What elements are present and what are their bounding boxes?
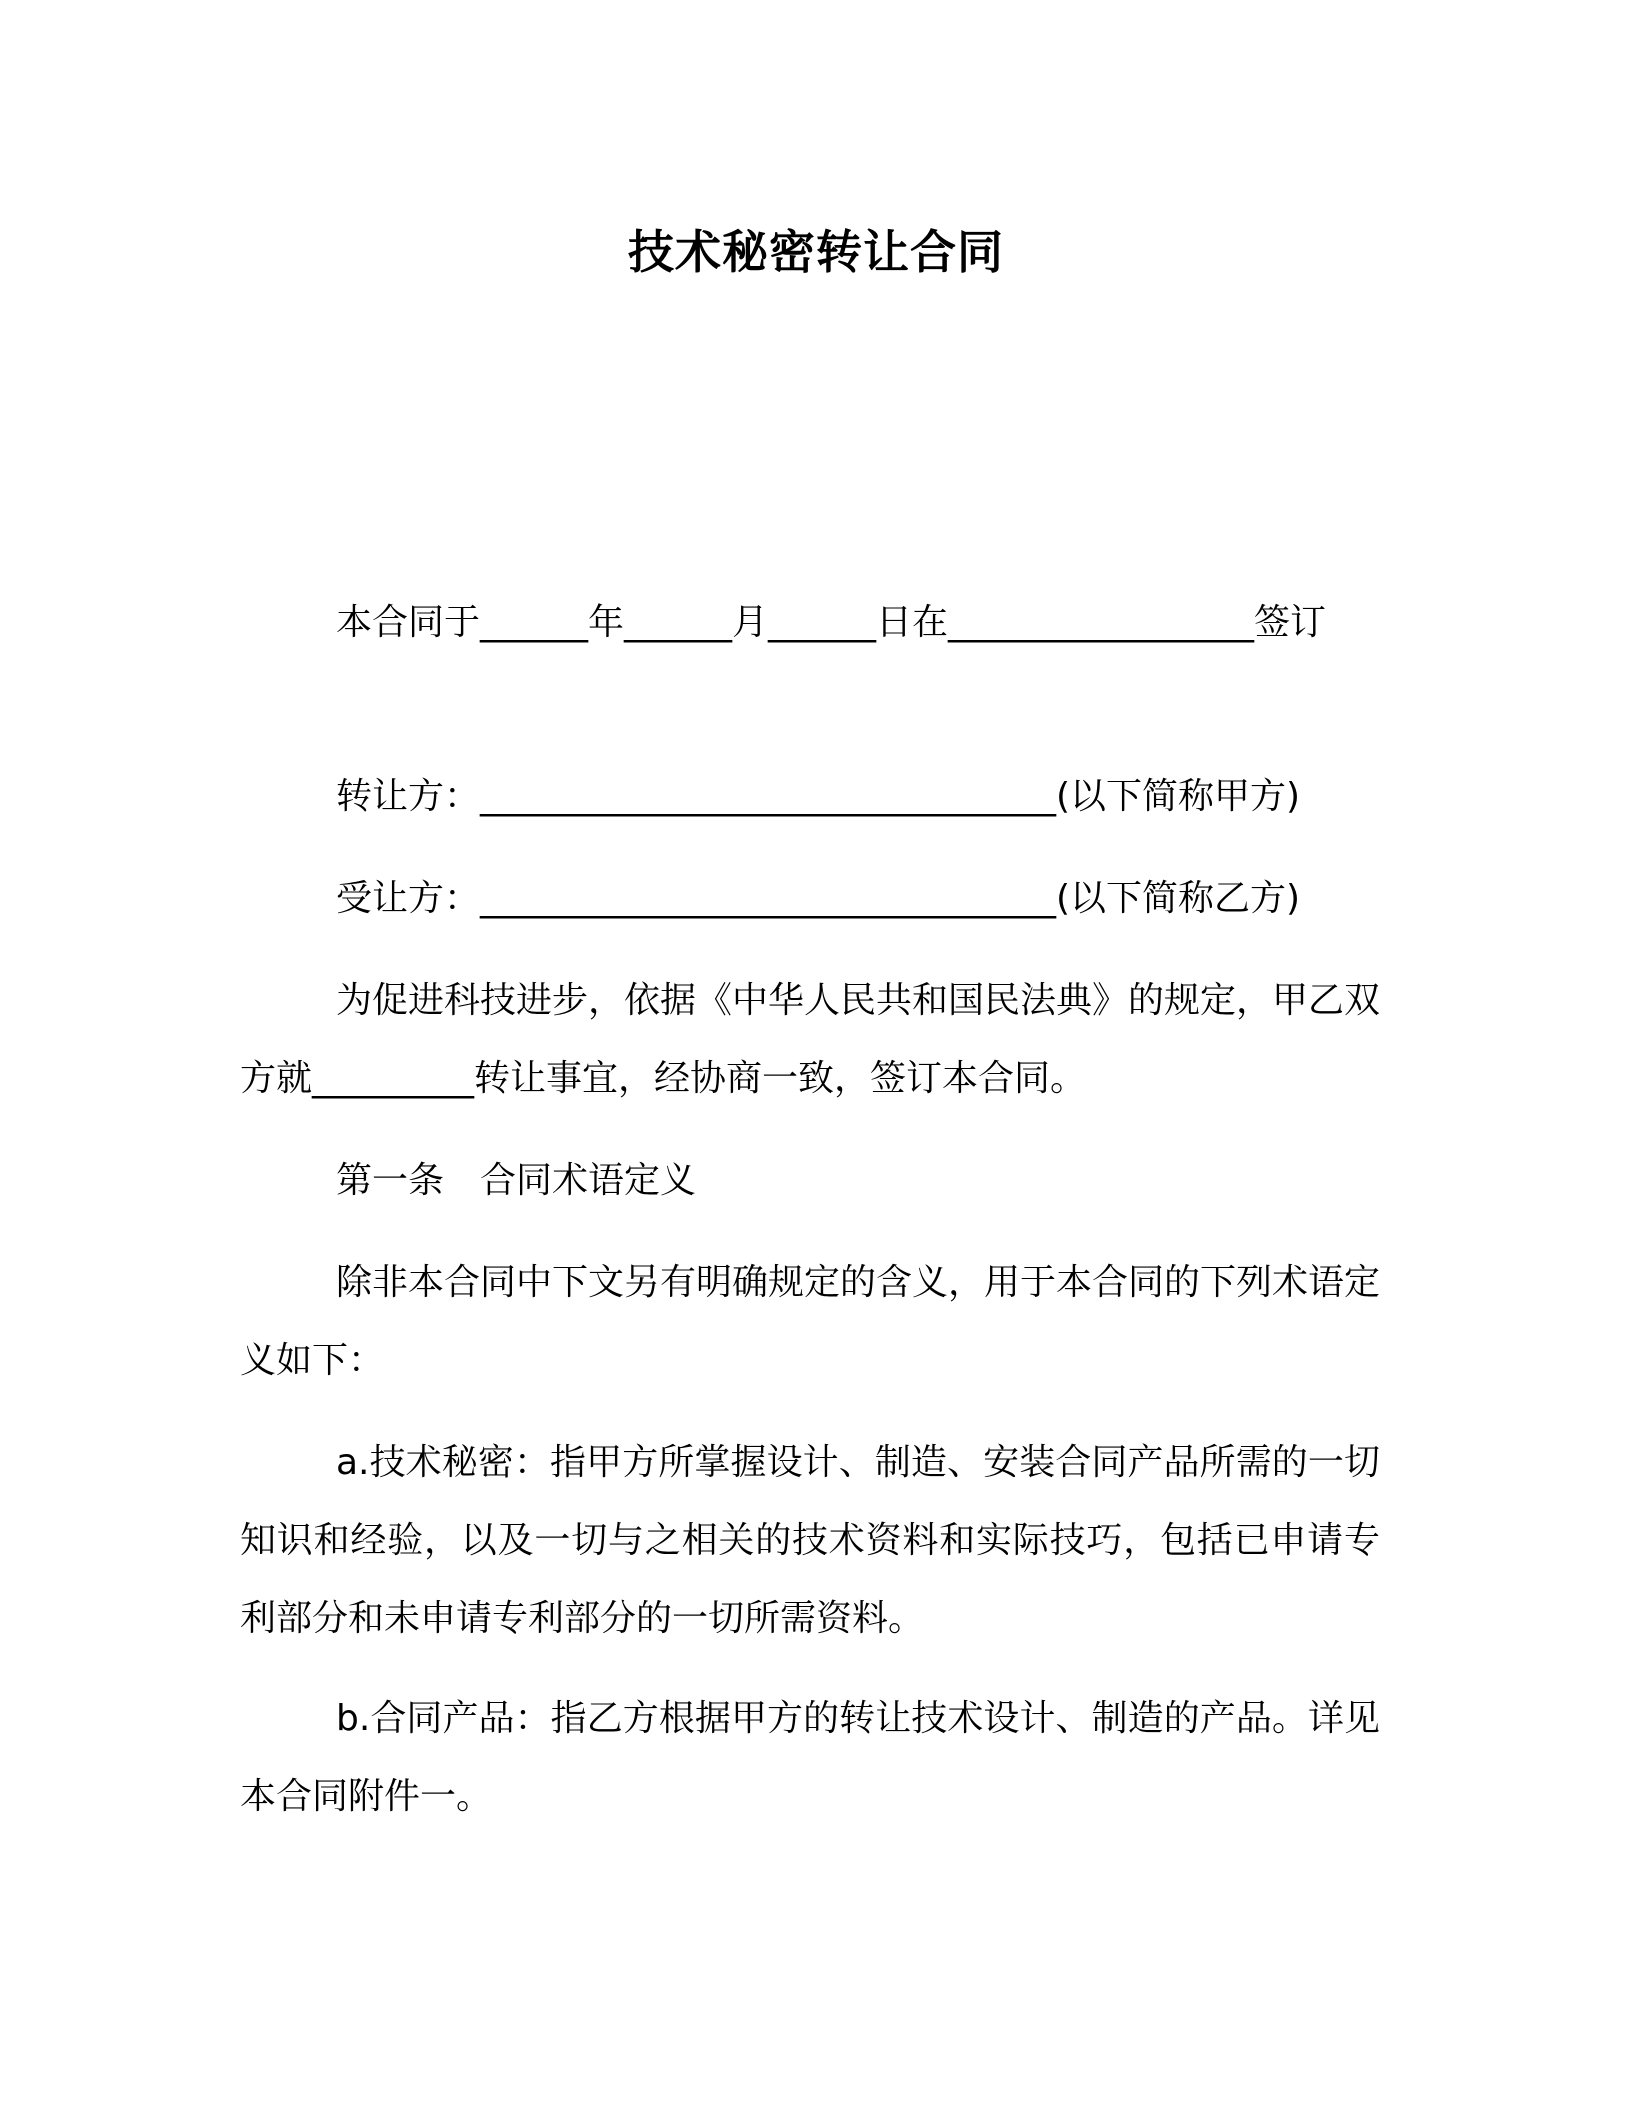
definition-a-paragraph: a.技术秘密：指甲方所掌握设计、制造、安装合同产品所需的一切知识和经验，以及一切与之相关的技术资料和实际技巧，包括已申请专利部分和未申请专利部分的一切所需资料。 bbox=[240, 1442, 1380, 1639]
article-1-heading: 第一条 合同术语定义 bbox=[336, 1160, 697, 1201]
signing-date-paragraph: 本合同于______年______月______日在_________________签订 bbox=[336, 602, 1327, 643]
article-1-intro-paragraph: 除非本合同中下文另有明确规定的含义，用于本合同的下列术语定义如下： bbox=[240, 1262, 1381, 1381]
transferor-line: 转让方：________________________________(以下简称甲方) bbox=[336, 776, 1301, 817]
definition-b-paragraph: b.合同产品：指乙方根据甲方的转让技术设计、制造的产品。详见本合同附件一。 bbox=[240, 1698, 1380, 1817]
document-title: 技术秘密转让合同 bbox=[628, 225, 1004, 279]
intro-paragraph: 为促进科技进步，依据《中华人民共和国民法典》的规定，甲乙双方就_________转让事宜，经协商一致，签订本合同。 bbox=[240, 980, 1381, 1099]
transferee-line: 受让方：________________________________(以下简称乙方) bbox=[336, 878, 1301, 919]
